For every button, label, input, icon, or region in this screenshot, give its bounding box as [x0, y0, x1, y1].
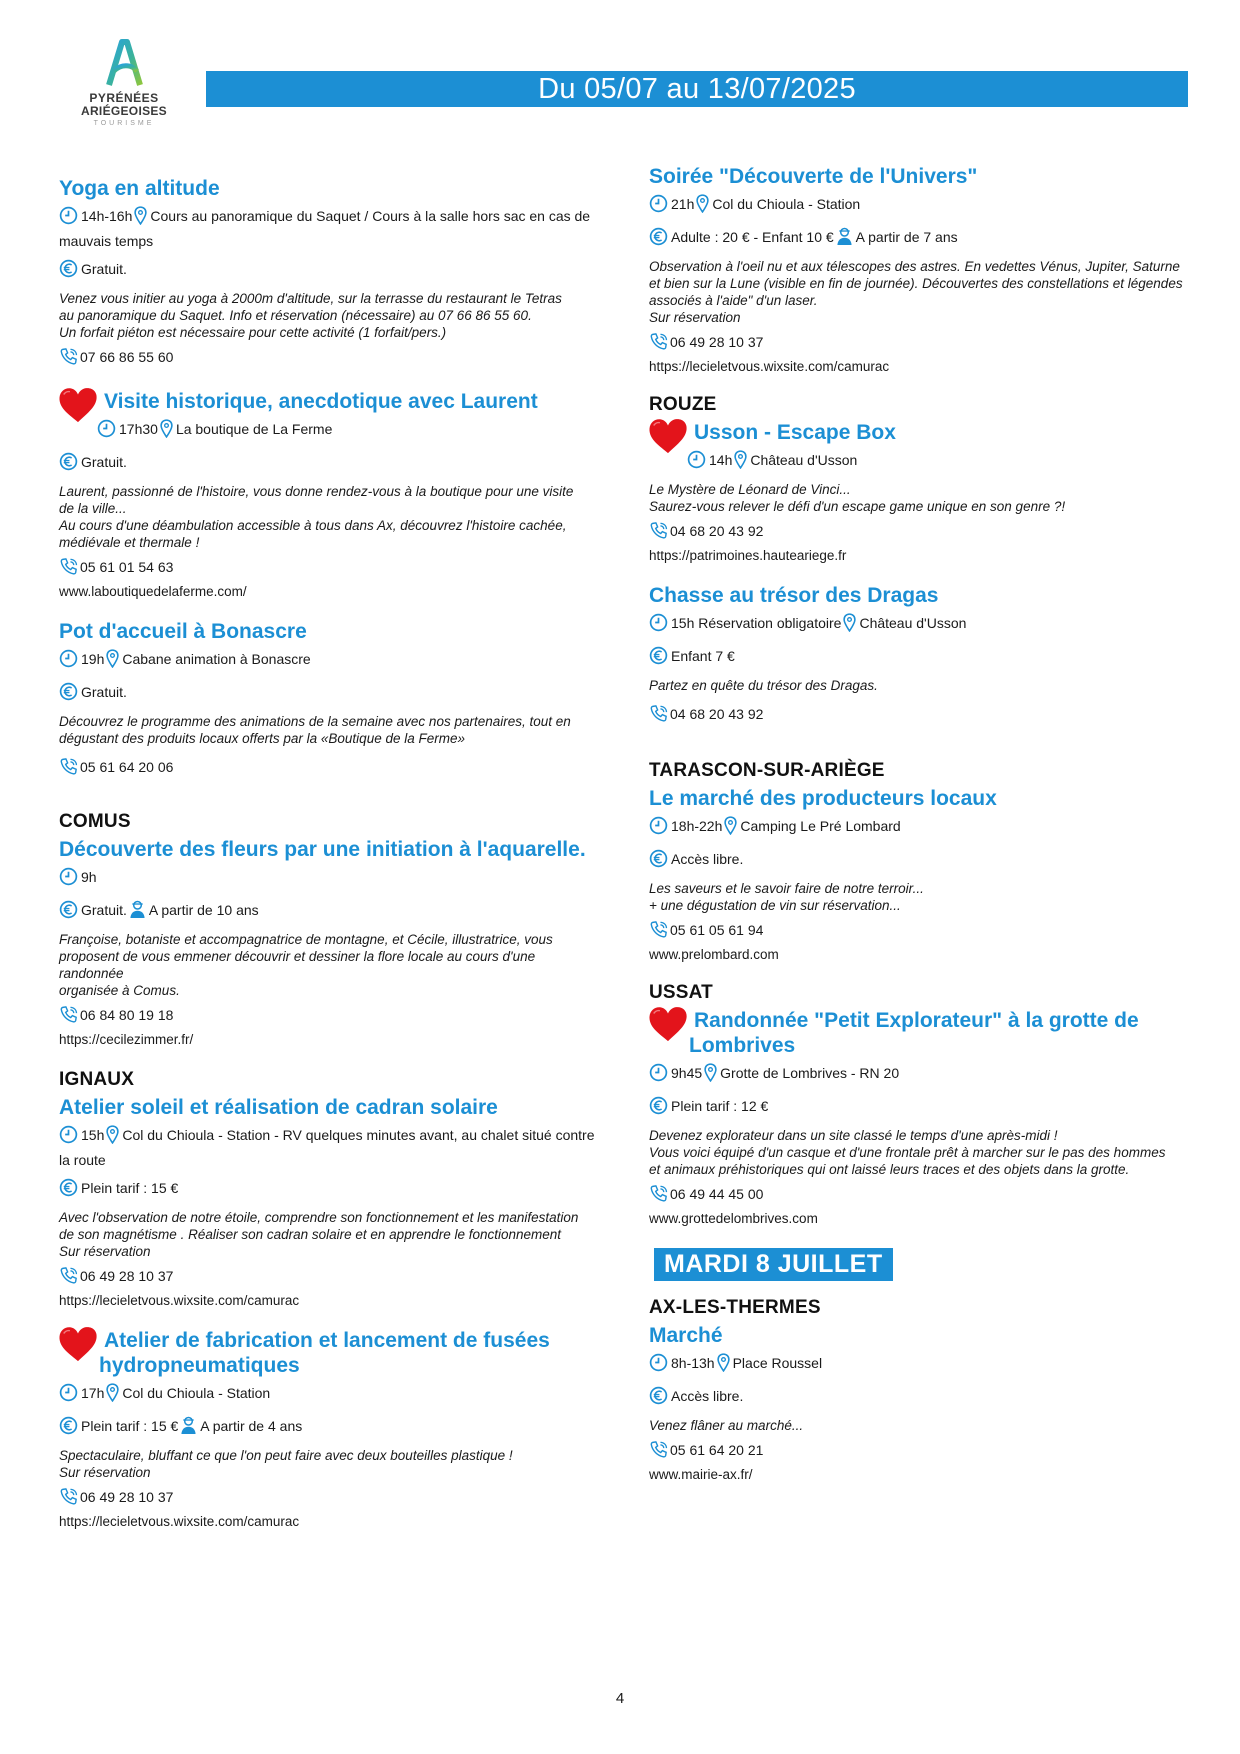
event-time-place — [649, 192, 1194, 217]
event-phone[interactable]: 05 61 05 61 94 — [670, 922, 764, 938]
event-description: Observation à l'oeil nu et aux télescopes des astres. En vedettes Vénus, Jupiter, Saturne et bien sur la Lune (visible en fin de journée). Découvertes des constellations et légendes associés à l'aide" d'un laser. Sur réservation — [649, 259, 1183, 325]
event-time-place — [59, 417, 599, 442]
event-website[interactable]: https://lecieletvous.wixsite.com/camurac — [649, 359, 890, 374]
clock-icon — [59, 649, 78, 668]
event-title-row — [59, 389, 599, 414]
logo-line-3: TOURISME — [93, 120, 155, 127]
town-heading-ax: AX-LES-THERMES — [649, 1297, 821, 1318]
event-website[interactable]: https://patrimoines.hauteariege.fr — [649, 548, 847, 563]
phone-icon — [649, 521, 670, 540]
event-title: Atelier soleil et réalisation de cadran solaire — [59, 1096, 498, 1119]
event-price: Gratuit. — [81, 902, 127, 918]
event-title: Yoga en altitude — [59, 177, 220, 200]
heart-icon — [57, 386, 99, 424]
logo-line-1: PYRÉNÉES — [89, 91, 159, 105]
event-title: Visite historique, anecdotique avec Laurent — [104, 390, 538, 413]
event-phone-row — [649, 332, 1194, 352]
event-time: 17h30 — [119, 421, 158, 437]
clock-icon — [649, 194, 668, 213]
event-phone-row — [59, 757, 599, 777]
event-phone[interactable]: 06 84 80 19 18 — [80, 1007, 174, 1023]
euro-icon — [59, 682, 78, 701]
logo — [72, 38, 176, 128]
event-place: Place Roussel — [732, 1355, 823, 1371]
event-time-place — [59, 1123, 599, 1173]
event-time-place — [59, 1381, 599, 1406]
event-phone[interactable]: 05 61 01 54 63 — [80, 559, 174, 575]
town-heading-tarascon: TARASCON-SUR-ARIÈGE — [649, 760, 885, 781]
event-time-place — [649, 611, 1194, 636]
event-place: Camping Le Pré Lombard — [740, 818, 901, 834]
clock-icon — [59, 206, 78, 225]
event-place: Col du Chioula - Station - RV quelques minutes avant, au chalet situé contre — [122, 1127, 595, 1143]
event-phone-row — [649, 521, 1194, 541]
event-title: Marché — [649, 1324, 723, 1347]
event-petit-explorateur — [649, 1008, 1194, 1228]
event-price-row — [59, 257, 599, 282]
phone-icon — [59, 1005, 80, 1024]
town-heading-rouze: ROUZE — [649, 394, 717, 415]
event-description: Spectaculaire, bluffant ce que l'on peut faire avec deux bouteilles plastique ! Sur réservation — [59, 1448, 513, 1480]
event-website[interactable]: https://lecieletvous.wixsite.com/camurac — [59, 1293, 300, 1308]
pin-icon — [106, 1383, 119, 1402]
logo-mark-icon — [101, 38, 147, 88]
event-time: 14h — [709, 452, 733, 468]
event-marche-producteurs — [649, 786, 1194, 964]
event-marche-ax — [649, 1323, 1194, 1484]
event-phone[interactable]: 05 61 64 20 21 — [670, 1442, 764, 1458]
event-age: A partir de 4 ans — [200, 1418, 303, 1434]
event-place-cont: la route — [59, 1152, 106, 1168]
phone-icon — [59, 1487, 80, 1506]
clock-icon — [59, 867, 78, 886]
event-price: Accès libre. — [671, 1388, 744, 1404]
phone-icon — [649, 1184, 670, 1203]
event-aquarelle — [59, 837, 599, 1049]
event-phone-row — [59, 347, 599, 367]
event-price: Plein tarif : 15 € — [81, 1418, 179, 1434]
event-price-row — [649, 225, 1194, 250]
event-price-row — [59, 1176, 599, 1201]
event-price: Plein tarif : 12 € — [671, 1098, 769, 1114]
event-fusees — [59, 1328, 599, 1531]
day-heading: MARDI 8 JUILLET — [654, 1248, 893, 1281]
heart-icon — [647, 1005, 689, 1043]
event-place: Grotte de Lombrives - RN 20 — [720, 1065, 900, 1081]
event-description: Laurent, passionné de l'histoire, vous donne rendez-vous à la boutique pour une visite de la ville... Au cours d'une déambulation accessible à tous dans Ax, découvrez l'histoire cachée, médiévale et thermale ! — [59, 484, 574, 550]
event-price: Enfant 7 € — [671, 648, 735, 664]
event-time-place — [649, 448, 1194, 473]
event-pot-accueil — [59, 619, 599, 777]
event-description: Découvrez le programme des animations de la semaine avec nos partenaires, tout en dégustant des produits locaux offerts par la «Boutique de la Ferme» — [59, 714, 571, 746]
event-time-place — [59, 647, 599, 672]
event-title: Découverte des fleurs par une initiation à l'aquarelle. — [59, 838, 586, 861]
euro-icon — [649, 849, 668, 868]
pin-icon — [843, 613, 856, 632]
event-price: Gratuit. — [81, 454, 127, 470]
event-place: Col du Chioula - Station — [122, 1385, 271, 1401]
date-range-banner: Du 05/07 au 13/07/2025 — [206, 71, 1188, 107]
event-phone-row — [649, 704, 1194, 724]
event-price-row — [649, 1384, 1194, 1409]
event-description: Le Mystère de Léonard de Vinci... Saurez-vous relever le défi d'un escape game unique en son genre ?! — [649, 482, 1066, 514]
event-yoga — [59, 176, 599, 367]
event-title: Le marché des producteurs locaux — [649, 787, 997, 810]
event-description: Venez flâner au marché... — [649, 1418, 804, 1433]
clock-icon — [649, 1063, 668, 1082]
event-time: 9h — [81, 869, 97, 885]
euro-icon — [649, 1096, 668, 1115]
euro-icon — [59, 900, 78, 919]
event-age: A partir de 10 ans — [148, 902, 259, 918]
clock-icon — [649, 816, 668, 835]
event-website[interactable]: www.prelombard.com — [649, 947, 779, 962]
euro-icon — [59, 259, 78, 278]
event-time: 21h — [671, 196, 695, 212]
event-chasse-tresor — [649, 583, 1194, 724]
clock-icon — [59, 1383, 78, 1402]
event-description: Devenez explorateur dans un site classé le temps d'une après-midi ! Vous voici équipé d'un casque et d'une frontale prêt à marcher sur le pas des hommes et animaux préhistoriques qui ont laissé leurs traces et des objets dans la grotte. — [649, 1128, 1166, 1177]
phone-icon — [649, 332, 670, 351]
event-title-line2: hydropneumatiques — [99, 1354, 300, 1377]
event-website[interactable]: https://cecilezimmer.fr/ — [59, 1032, 194, 1047]
event-price-row — [59, 450, 599, 475]
phone-icon — [59, 1266, 80, 1285]
phone-icon — [649, 920, 670, 939]
pin-icon — [160, 419, 173, 438]
page-number: 4 — [615, 1690, 625, 1707]
euro-icon — [59, 1178, 78, 1197]
event-time-place — [649, 1061, 1194, 1086]
pin-icon — [106, 649, 119, 668]
phone-icon — [59, 557, 80, 576]
event-place: Cours au panoramique du Saquet / Cours à la salle hors sac en cas de — [150, 208, 591, 224]
event-place-cont: mauvais temps — [59, 233, 154, 249]
event-description: Les saveurs et le savoir faire de notre terroir... + une dégustation de vin sur réservation... — [649, 881, 924, 913]
event-price-row — [59, 898, 599, 923]
event-phone[interactable]: 06 49 28 10 37 — [80, 1268, 174, 1284]
event-phone-row — [59, 1005, 599, 1025]
town-heading-comus: COMUS — [59, 811, 131, 832]
clock-icon — [649, 613, 668, 632]
event-time-place — [649, 1351, 1194, 1376]
phone-icon — [649, 704, 670, 723]
pin-icon — [717, 1353, 730, 1372]
event-place: Château d'Usson — [750, 452, 858, 468]
left-column — [59, 176, 599, 1549]
event-price: Adulte : 20 € - Enfant 10 € — [671, 229, 834, 245]
heart-icon — [57, 1325, 99, 1363]
event-phone-row — [59, 1487, 599, 1507]
event-soiree-univers — [649, 164, 1194, 376]
event-time-row — [59, 865, 599, 890]
event-title: Soirée "Découverte de l'Univers" — [649, 165, 978, 188]
event-place: La boutique de La Ferme — [175, 421, 333, 437]
event-price-row — [649, 644, 1194, 669]
event-phone-row — [59, 1266, 599, 1286]
event-phone[interactable]: 05 61 64 20 06 — [80, 759, 174, 775]
event-escape-box — [649, 420, 1194, 565]
event-title: Chasse au trésor des Dragas — [649, 584, 939, 607]
event-price-row — [59, 680, 599, 705]
event-phone[interactable]: 04 68 20 43 92 — [670, 523, 764, 539]
pin-icon — [734, 450, 747, 469]
event-phone[interactable]: 06 49 28 10 37 — [80, 1489, 174, 1505]
event-time-place — [59, 204, 599, 254]
phone-icon — [59, 347, 80, 366]
event-description: Françoise, botaniste et accompagnatrice de montagne, et Cécile, illustratrice, vous proposent de vous emmener découvrir et dessiner la flore locale au cours d'une randonnée organisée à Comus. — [59, 932, 553, 998]
clock-icon — [59, 1125, 78, 1144]
event-title-line2: Lombrives — [689, 1034, 796, 1057]
event-price: Plein tarif : 15 € — [81, 1180, 179, 1196]
event-phone[interactable]: 06 49 28 10 37 — [670, 334, 764, 350]
euro-icon — [649, 227, 668, 246]
event-time: 18h-22h — [671, 818, 723, 834]
clock-icon — [97, 419, 116, 438]
event-price-row — [649, 1094, 1194, 1119]
clock-icon — [687, 450, 706, 469]
heart-icon — [647, 417, 689, 455]
event-price: Gratuit. — [81, 261, 127, 277]
event-title-row — [649, 420, 1194, 445]
pin-icon — [724, 816, 737, 835]
event-description: Partez en quête du trésor des Dragas. — [649, 678, 878, 693]
event-title-line1: Atelier de fabrication et lancement de fusées — [104, 1329, 550, 1352]
event-time: 15h Réservation obligatoire — [671, 615, 842, 631]
event-website[interactable]: www.grottedelombrives.com — [649, 1211, 818, 1226]
phone-icon — [59, 757, 80, 776]
event-price: Gratuit. — [81, 684, 127, 700]
event-phone-row — [649, 1440, 1194, 1460]
event-title-line1: Randonnée "Petit Explorateur" à la grotte de — [694, 1009, 1139, 1032]
town-heading-ignaux: IGNAUX — [59, 1069, 135, 1090]
event-phone[interactable]: 07 66 86 55 60 — [80, 349, 174, 365]
event-time: 15h — [81, 1127, 105, 1143]
event-phone[interactable]: 04 68 20 43 92 — [670, 706, 764, 722]
euro-icon — [59, 1416, 78, 1435]
event-title: Usson - Escape Box — [694, 421, 896, 444]
event-website[interactable]: www.laboutiquedelaferme.com/ — [59, 584, 247, 599]
pin-icon — [106, 1125, 119, 1144]
event-description: Avec l'observation de notre étoile, comprendre son fonctionnement et les manifestation de son magnétisme . Réaliser son cadran solaire et en apprendre le fonctionnement Sur réservation — [59, 1210, 579, 1259]
pin-icon — [704, 1063, 717, 1082]
event-title: Pot d'accueil à Bonascre — [59, 620, 307, 643]
euro-icon — [649, 1386, 668, 1405]
event-title-row — [59, 1328, 599, 1378]
person-icon — [836, 227, 853, 246]
phone-icon — [649, 1440, 670, 1459]
event-place: Château d'Usson — [859, 615, 967, 631]
event-place: Cabane animation à Bonascre — [122, 651, 311, 667]
euro-icon — [649, 646, 668, 665]
person-icon — [129, 900, 146, 919]
event-price: Accès libre. — [671, 851, 744, 867]
event-phone-row — [59, 557, 599, 577]
town-heading-ussat: USSAT — [649, 982, 713, 1003]
event-phone[interactable]: 06 49 44 45 00 — [670, 1186, 764, 1202]
event-phone-row — [649, 920, 1194, 940]
event-time: 19h — [81, 651, 105, 667]
event-time: 8h-13h — [671, 1355, 715, 1371]
event-time: 14h-16h — [81, 208, 133, 224]
event-title-row — [649, 1008, 1194, 1058]
euro-icon — [59, 452, 78, 471]
event-price-row — [59, 1414, 599, 1439]
event-price-row — [649, 847, 1194, 872]
event-description: Venez vous initier au yoga à 2000m d'altitude, sur la terrasse du restaurant le Tetras au panoramique du Saquet. Info et réservation (nécessaire) au 07 66 86 55 60. Un forfait piéton est nécessaire pour cette activité (1 forfait/pers.) — [59, 291, 562, 340]
pin-icon — [696, 194, 709, 213]
event-phone-row — [649, 1184, 1194, 1204]
event-cadran-solaire — [59, 1095, 599, 1310]
event-website[interactable]: www.mairie-ax.fr/ — [649, 1467, 753, 1482]
event-place: Col du Chioula - Station — [712, 196, 861, 212]
pin-icon — [134, 206, 147, 225]
event-visite-historique — [59, 389, 599, 601]
event-website[interactable]: https://lecieletvous.wixsite.com/camurac — [59, 1514, 300, 1529]
event-time: 17h — [81, 1385, 105, 1401]
event-age: A partir de 7 ans — [855, 229, 958, 245]
event-time: 9h45 — [671, 1065, 703, 1081]
person-icon — [180, 1416, 197, 1435]
event-time-place — [649, 814, 1194, 839]
logo-line-2: ARIÉGEOISES — [81, 104, 167, 118]
right-column — [649, 164, 1194, 1502]
clock-icon — [649, 1353, 668, 1372]
